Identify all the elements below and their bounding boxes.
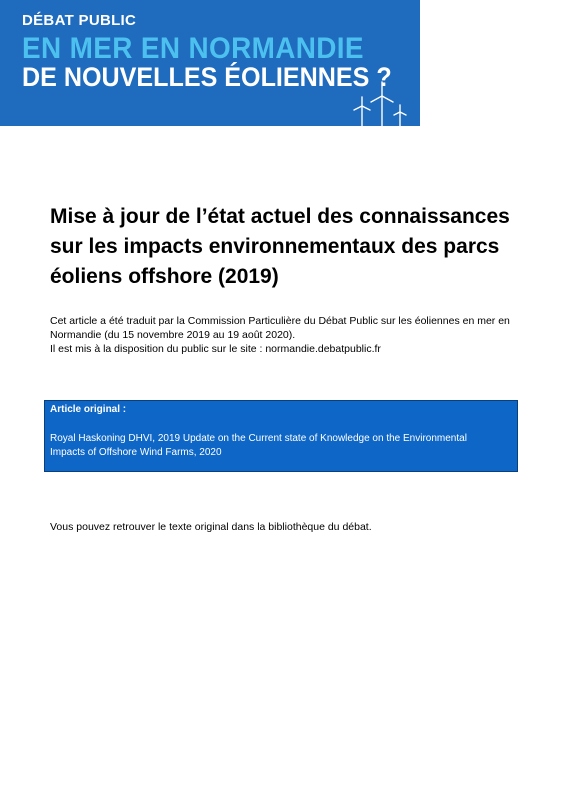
reference-line: Impacts of Offshore Wind Farms, 2020 bbox=[50, 447, 222, 458]
original-article-label: Article original : bbox=[50, 404, 127, 415]
intro-line: Normandie (du 15 novembre 2019 au 19 août 2020). bbox=[50, 329, 296, 341]
original-article-reference bbox=[50, 432, 514, 460]
intro-line: Il est mis à la disposition du public sur le site : normandie.debatpublic.fr bbox=[50, 343, 381, 355]
title-line: Mise à jour de l’état actuel des connaissances bbox=[50, 205, 510, 228]
intro-line: Cet article a été traduit par la Commission Particulière du Débat Public sur les éoliennes en mer en bbox=[50, 315, 510, 327]
wind-turbines-icon bbox=[350, 78, 410, 126]
reference-line: Royal Haskoning DHVI, 2019 Update on the Current state of Knowledge on the Environmental bbox=[50, 433, 467, 444]
title-line: éoliens offshore (2019) bbox=[50, 265, 279, 288]
title-line: sur les impacts environnementaux des parcs bbox=[50, 235, 500, 258]
header-banner bbox=[0, 0, 420, 126]
banner-kicker: DÉBAT PUBLIC bbox=[22, 12, 137, 29]
banner-headline-line-1: EN MER EN NORMANDIE bbox=[22, 32, 364, 65]
original-article-box bbox=[44, 400, 518, 472]
banner-headline-line-2: DE NOUVELLES ÉOLIENNES ? bbox=[22, 62, 392, 92]
library-note: Vous pouvez retrouver le texte original dans la bibliothèque du débat. bbox=[50, 521, 372, 533]
document-title bbox=[50, 202, 540, 292]
intro-paragraph bbox=[50, 314, 530, 356]
